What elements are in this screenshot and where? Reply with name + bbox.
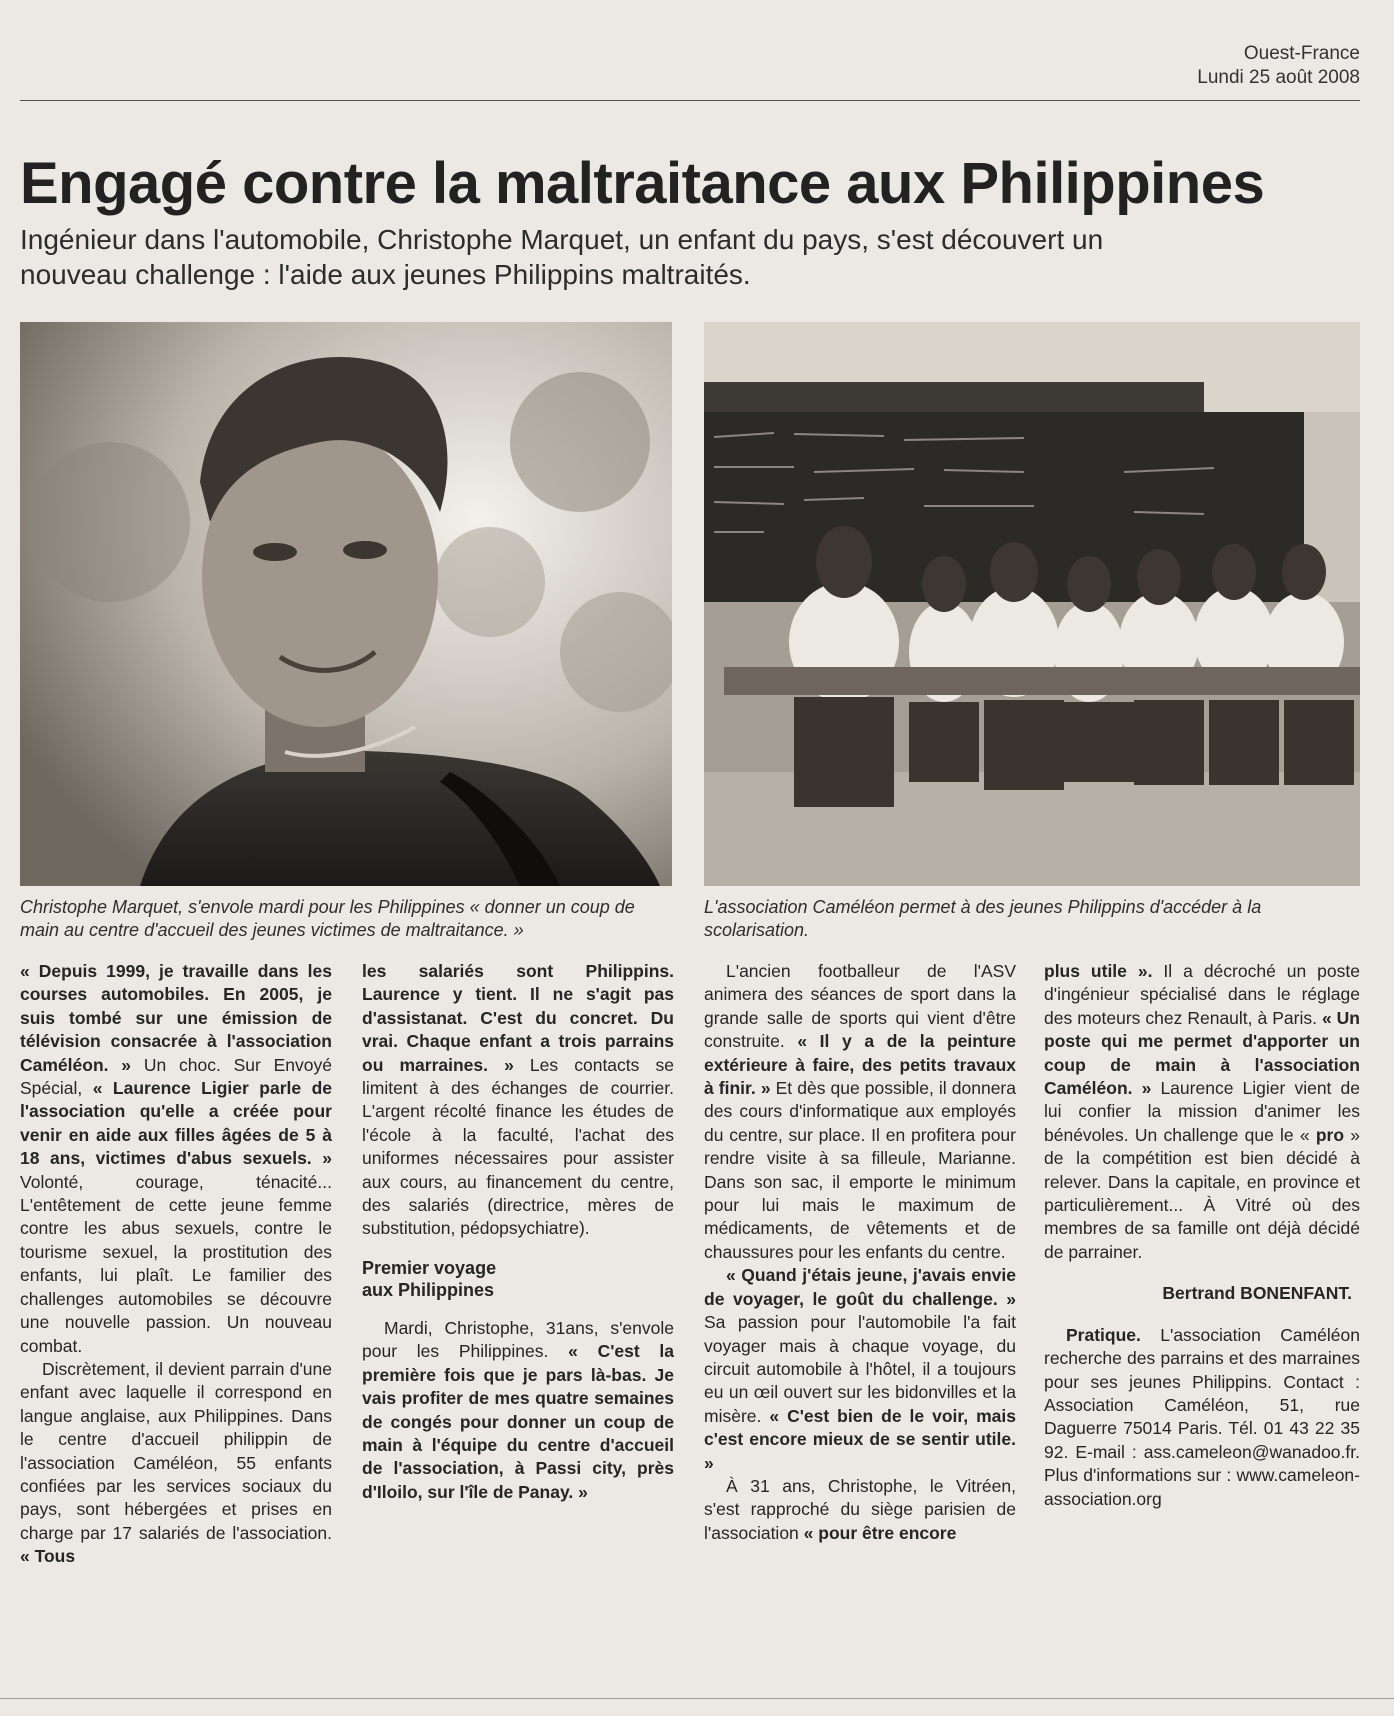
quote: « Il y a de la peinture extérieure à faire, des petits travaux à finir. » — [704, 1031, 1016, 1099]
paragraph — [362, 1317, 674, 1504]
portrait-caption: Christophe Marquet, s'envole mardi pour les Philippines « donner un coup de main au centre d'accueil des jeunes victimes de maltraitance. » — [20, 897, 635, 940]
quote: « Depuis 1999, je travaille dans les courses automobiles. En 2005, je suis tombé sur une émission de télévision consacrée à l'association Caméléon. » — [20, 961, 332, 1075]
portrait-photo — [20, 322, 672, 886]
text-run: Un choc. Sur Envoyé Spécial, — [20, 1054, 332, 1099]
article-column-2 — [362, 960, 674, 1504]
paragraph — [704, 1475, 1016, 1545]
header-rule — [20, 100, 1360, 101]
article-column-1 — [20, 960, 332, 1569]
quote: « C'est la première fois que je pars là-bas. Je vais profiter de mes quatre semaines de congés pour donner un coup de main à l'équipe du centre d'accueil de l'association, à Passi city, près d'Iloilo, sur l'île de Panay. » — [362, 1341, 674, 1502]
text-run: À 31 ans, Christophe, le Vitréen, s'est rapproché du siège parisien de l'association — [704, 1475, 1016, 1543]
subheading-line: aux Philippines — [362, 1279, 495, 1300]
subheading-line: Premier voyage — [362, 1257, 497, 1278]
text-run: Discrètement, il devient parrain d'une enfant avec laquelle il correspond en langue anglaise, aux Philippines. Dans le centre d'accueil philippin de l'association Caméléon, 55 enfants confiées par les services sociaux du pays, sont hébergées et prises en charge par 17 salariés de l'association. — [20, 1358, 332, 1543]
newspaper-name: Ouest-France — [1243, 43, 1360, 64]
article-standfirst: Ingénieur dans l'automobile, Christophe Marquet, un enfant du pays, s'est découvert un nouveau challenge : l'aide aux jeunes Philippins maltraités. — [20, 224, 1104, 290]
paragraph — [20, 1358, 332, 1569]
quote: « Un poste qui me permet d'apporter un coup de main à l'association Caméléon. » — [1044, 1007, 1360, 1099]
text-run: Les contacts se limitent à des échanges de courrier. L'argent récolté finance les études de l'école à la faculté, l'achat des uniformes nécessaires pour assister aux cours, au financement du centre, des salariés (directrice, mères de substitution, pédopsychiatre). — [362, 1054, 674, 1239]
quote: « pour être encore — [803, 1522, 957, 1543]
emphasis: pro — [1315, 1124, 1345, 1145]
classroom-photo — [704, 322, 1360, 886]
quote: les salariés sont Philippins. Laurence y tient. Il ne s'agit pas d'assistanat. C'est du concret. Du vrai. Chaque enfant a trois parrains ou marraines. » — [362, 961, 674, 1075]
quote: « Laurence Ligier parle de l'association qu'elle a créée pour venir en aide aux filles âgées de 5 à 18 ans, victimes d'abus sexuels. » — [20, 1078, 332, 1169]
publication-date: Lundi 25 août 2008 — [1197, 67, 1360, 88]
classroom-caption: L'association Caméléon permet à des jeunes Philippins d'accéder à la scolarisation. — [704, 897, 1262, 940]
quote: « C'est bien de le voir, mais c'est encore mieux de se sentir utile. » — [704, 1405, 1017, 1473]
text-run: » de la compétition est bien décidé à relever. Dans la capitale, en province et particulièrement... À Vitré où des membres de sa famille ont déjà décidé de parrainer. — [1044, 1124, 1360, 1262]
text-run: L'ancien footballeur de l'ASV animera des séances de sport dans la grande salle de sports qui vient d'être construite. — [704, 961, 1016, 1052]
practical-label: Pratique. — [1066, 1324, 1141, 1345]
paragraph — [1044, 960, 1360, 1264]
text-run: Mardi, Christophe, 31ans, s'envole pour les Philippines. — [362, 1317, 674, 1362]
text-run: Il a décroché un poste d'ingénieur spécialisé dans le réglage des moteurs chez Renault, à Paris. — [1044, 961, 1360, 1028]
footer-rule — [0, 1698, 1394, 1699]
article-headline: Engagé contre la maltraitance aux Philippines — [20, 151, 1265, 216]
quote: « Quand j'étais jeune, j'avais envie de voyager, le goût du challenge. » — [704, 1265, 1016, 1309]
text-run: L'association Caméléon recherche des parrains et des marraines pour ses jeunes Philippins. Contact : Association Caméléon, 51, rue Daguerre 75014 Paris. Tél. 01 43 22 35 92. E-mail : ass.cameleon@wanadoo.fr. Plus d'informations sur : www.cameleon-association.org — [1044, 1324, 1360, 1509]
quote: « Tous — [20, 1546, 76, 1567]
paragraph — [704, 1264, 1016, 1475]
paragraph — [20, 960, 332, 1358]
text-run: Sa passion pour l'automobile l'a fait voyager mais à chaque voyage, du circuit automobile à l'hôtel, il a toujours eu un œil ouvert sur les bidonvilles et la misère. — [704, 1312, 1016, 1426]
practical-info — [1044, 1324, 1360, 1511]
subheading — [362, 1257, 674, 1301]
text-run: Volonté, courage, ténacité... L'entêtement de cette jeune femme contre les abus sexuels, contre le tourisme sexuel, la prostitution des enfants, lui plaît. Le familier des challenges automobiles se découvre une nouvelle passion. Un nouveau combat. — [20, 1171, 332, 1356]
article-column-4 — [1044, 960, 1360, 1511]
masthead — [1197, 42, 1360, 90]
paragraph — [704, 960, 1016, 1264]
text-run: Laurence Ligier vient de lui confier la mission d'animer les bénévoles. Un challenge que le « — [1044, 1078, 1360, 1145]
paragraph — [362, 960, 674, 1241]
author-signature: Bertrand BONENFANT. — [1162, 1283, 1352, 1304]
quote: plus utile ». — [1044, 961, 1153, 981]
text-run: Et dès que possible, il donnera des cours d'informatique aux employés du centre, sur place. Il en profitera pour rendre visite à sa filleule, Marianne. Dans son sac, il emporte le minimum pour lui mais le maximum de médicaments, de vêtements et de chaussures pour les enfants du centre. — [704, 1078, 1016, 1262]
article-column-3 — [704, 960, 1016, 1545]
